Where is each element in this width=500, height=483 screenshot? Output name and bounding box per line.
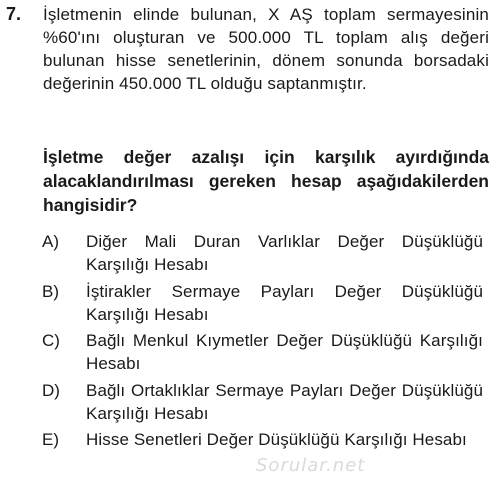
question-stem: İşletmenin elinde bulunan, X AŞ toplam sermayesinin %60'ını oluşturan ve 500.000 TL toplam alış değeri bulunan hisse senetlerinin, dönem sonunda borsadaki değerinin 450.000 TL olduğu saptanmıştır. bbox=[43, 5, 489, 93]
option-text: Hisse Senetleri Değer Düşüklüğü Karşılığı Hesabı bbox=[86, 430, 467, 449]
option-letter: B) bbox=[42, 281, 59, 301]
question-number: 7. bbox=[6, 4, 22, 24]
answer-options bbox=[42, 230, 486, 478]
option-letter: A) bbox=[42, 232, 59, 251]
option-text: Diğer Mali Duran Varlıklar Değer Düşüklüğü Karşılığı Hesabı bbox=[86, 232, 483, 274]
option-c[interactable] bbox=[42, 329, 486, 379]
option-text: Bağlı Menkul Kıymetler Değer Düşüklüğü Karşılığı Hesabı bbox=[86, 331, 483, 373]
option-letter: C) bbox=[42, 331, 60, 350]
watermark: Sorular.net bbox=[256, 455, 366, 476]
option-a[interactable] bbox=[42, 230, 486, 280]
option-b[interactable] bbox=[42, 280, 486, 330]
option-letter: D) bbox=[42, 380, 60, 400]
option-text: İştirakler Sermaye Payları Değer Düşüklüğü Karşılığı Hesabı bbox=[86, 281, 483, 324]
option-text: Bağlı Ortaklıklar Sermaye Payları Değer Düşüklüğü Karşılığı Hesabı bbox=[86, 380, 483, 423]
option-letter: E) bbox=[42, 430, 59, 449]
option-d[interactable] bbox=[42, 379, 486, 429]
question-prompt: İşletme değer azalışı için karşılık ayırdığında alacaklandırılması gereken hesap aşağıdakilerden hangisidir? bbox=[43, 147, 489, 215]
